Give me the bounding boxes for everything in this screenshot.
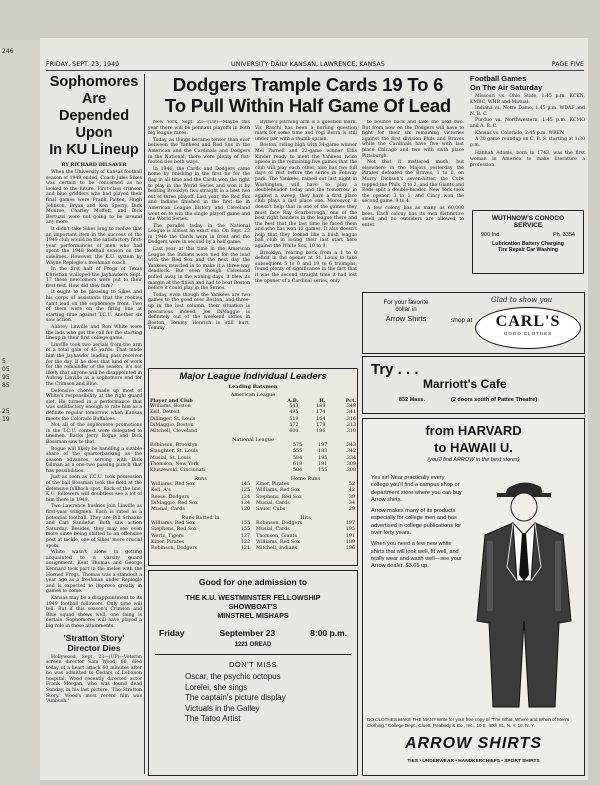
text-cell: Dodgers Trample Cards 19 To 6 xyxy=(172,74,444,95)
text-cell: (you'll find ARROW in the best stores) xyxy=(427,457,520,463)
dodgers-col3 xyxy=(362,120,464,290)
national-batting xyxy=(149,443,357,474)
text-cell: 543 xyxy=(289,404,299,410)
text-cell: Football Games xyxy=(470,74,527,83)
text-cell: GOOD CLOTHES xyxy=(503,331,553,336)
text-cell: Director Dies xyxy=(67,642,121,653)
text-cell: It ought to be pleasing to Sikes and his corps of assistants that the rookies can't lead on the sophomore front. Two of them were on the firing line at starting time against T.C.U. Another six saw action. xyxy=(46,290,142,324)
text-cell: DiMaggio, Boston xyxy=(150,422,194,428)
text-cell: When the University of Kansas football season of 1949 ended, Coach Jules Sikes was certain to be concerned as he looked to the future. First-class crimson and blue gridders who had played their final games were Frank Pattee, Hugh Johnson, Bryan and Ken Sperry, Dick Monroe, Charley Moffett, and Dick Bertuzzi were not going to be around any more. xyxy=(46,170,142,226)
text-cell: Robinson, Dodgers xyxy=(151,546,198,552)
sophomores-body xyxy=(46,170,142,630)
text-cell: National League xyxy=(231,437,274,444)
masthead-page: PAGE FIVE xyxy=(551,61,584,68)
adjacent-page-strip xyxy=(0,40,40,785)
text-cell: White wasn't alone in getting acquainted to a varsity guard assignment. Kent Thomas and George Kennard took part in the melee with the Horned Frogs. Thomas was a standout a year ago as a freshman under Replogle and is expected to improve greatly in games to come. xyxy=(46,550,142,595)
text-cell: Just as soon as T.C.U. took possession of the ball Bossman took the field at the defensive fullback spot. Back of the line, K.U. followers will doubtless see a lot of him there in 1949. xyxy=(46,475,142,503)
text-cell: American League xyxy=(230,392,276,398)
text-cell: 155 xyxy=(240,521,250,527)
text-cell: Sophomores Are xyxy=(49,74,139,107)
text-cell: 39 xyxy=(348,494,355,500)
text-cell: In KU Lineup xyxy=(49,142,139,158)
text-cell: Friday xyxy=(159,628,185,638)
text-cell: 1221 OREAD xyxy=(234,642,272,648)
leaders-table xyxy=(148,368,358,566)
margin-number: 246 xyxy=(2,48,14,55)
margin-number: 5 xyxy=(2,358,6,365)
text-cell: Yes sir! Near practically every college you'll find a campus shop or department store where you can buy Arrow shirts. xyxy=(371,475,462,503)
carls-ad xyxy=(362,292,585,354)
text-cell: .341 xyxy=(345,410,356,416)
text-cell: When you need a few new white shirts that will look well, fit well, and really wear and wash well—see your Arrow dealer. $3.65 up. xyxy=(371,541,462,570)
text-cell: 197 xyxy=(318,443,328,449)
text-cell: .313 xyxy=(345,422,356,428)
text-cell: Two Lawrence huskies join Linville as first-year wingmen. Each is rated as a potential football. They are Bill Schaake and Carl Sandefur. Both saw action Saturday. Besides, they may see even more since being shifted to an offensive post at tackle, one of Sikes' more crucial spots. xyxy=(46,504,142,549)
text-cell: shop at xyxy=(451,317,473,324)
text-cell: Good for one admission to xyxy=(198,577,308,587)
text-cell: Oscar, the psychic octopus xyxy=(185,672,281,681)
text-cell: Sauer, Cubs xyxy=(256,507,286,513)
text-cell: 'Stratton Story' xyxy=(63,632,125,643)
text-cell: Slaughter, St. Louis xyxy=(150,449,198,455)
text-cell: to HAWAII U. xyxy=(434,440,513,455)
text-cell: Hits xyxy=(300,515,311,522)
text-cell: CARL'S xyxy=(495,313,561,330)
text-cell: 145 xyxy=(240,482,250,488)
newspaper-page xyxy=(40,38,588,780)
table-row xyxy=(255,546,356,552)
text-cell: Missouri vs. Ohio State, 1:45 p.m. KCKN, KMBC, WHB and Mutual. xyxy=(470,94,585,105)
text-cell: 195 xyxy=(318,455,328,461)
text-cell: The Tatoo Artist xyxy=(185,714,241,723)
text-cell: On The Air Saturday xyxy=(470,83,543,92)
text-cell: Williams, Boston xyxy=(150,404,191,410)
hits-table xyxy=(255,521,356,552)
text-cell: Kluszewski, Cincinnati xyxy=(150,468,206,474)
text-cell: DO CLOTHES MAKE THE MAN? Write for your free copy of "The What, Where and When of Men's Clothing." College Dept., Cluett, Peabody & Co., Inc., 10 E. 40th St., N. Y. 16, N. Y. xyxy=(367,717,570,728)
text-cell: Thomson, Giants xyxy=(256,533,297,539)
margin-number: 25 xyxy=(2,408,10,415)
text-cell: .334 xyxy=(345,455,356,461)
text-cell: 120 xyxy=(240,507,250,513)
text-cell: Williams, Red Sox xyxy=(151,521,195,527)
text-cell: Musial, Cards xyxy=(256,500,290,506)
margin-number: 85 xyxy=(2,382,10,389)
text-cell: Ph. 3354 xyxy=(552,232,575,238)
arrow-ad xyxy=(362,418,585,776)
text-cell: 155 xyxy=(240,527,250,533)
text-cell: Not all of the sophomore promotions in the T.C.U. contest were delegated to linemen. Backs Jerry Bogue and Dick Bossman saw to that. xyxy=(46,423,142,445)
text-cell: Home Runs xyxy=(290,476,321,483)
text-cell: Tire Repair Car Washing xyxy=(498,247,558,253)
text-cell: Hannah Adams, born in 1743, was the first woman in America to make literature a profession. xyxy=(470,151,585,168)
text-cell: Brooklyn, roaring back from a 1 to 0 deficit in the opener at St. Louis to take subsequent 5 to 0 and 19 to 6 triumphs, found plenty of significance in the fact that it was the second straight time it had lost the opener of a Cardinal series, only xyxy=(255,250,357,284)
text-cell: Stephens, Red Sox xyxy=(256,494,302,500)
text-cell: 121 xyxy=(240,546,250,552)
column-rule xyxy=(144,74,145,774)
text-cell: collar in xyxy=(395,306,417,313)
arrow-logo: ARROW SHIRTS xyxy=(404,735,543,752)
text-cell: For your favorite xyxy=(383,299,429,306)
stratton-headline xyxy=(46,633,142,653)
text-cell: Marriott's Cafe xyxy=(423,377,507,391)
home-runs-table xyxy=(255,482,356,513)
text-cell: 183 xyxy=(318,449,328,455)
dodgers-headline xyxy=(148,74,468,126)
masthead-date: FRIDAY, SEPT. 23, 1949 xyxy=(46,61,120,68)
text-cell: Musial, Cards xyxy=(256,527,290,533)
rbi-table xyxy=(150,521,251,552)
text-cell: 197 xyxy=(345,521,355,527)
text-cell: Defensive chores made up most of White's responsibility at the right guard slot. He turned in a performance that was satisfactory enough to rate him as a definite regular tomorrow when Kansas meets the Colorado Buffaloes. xyxy=(46,388,142,422)
text-cell: 832 Mass. xyxy=(399,397,425,403)
text-cell: Kansas may be a disappointment to its 1949 football followers. Only time will tell. But if this season's Crimson and Blue squad shows well, one thing is certain. Sophomores will have played a big role in those attainments. xyxy=(46,595,142,629)
text-cell: It didn't take Sikes long to realize that an important item in the success of the 1949 club would be the satisfactory first-year performances of men who had spent the 1948 football season on the sidelines. However, the K.U. system by Wayne Replogle's freshman coach. xyxy=(46,226,142,266)
arrow-copy xyxy=(371,475,463,571)
table-row xyxy=(150,546,251,552)
text-cell: 618 xyxy=(292,461,303,467)
text-cell: .310 xyxy=(345,429,356,435)
text-cell: Player and Club xyxy=(150,398,193,404)
text-cell: Williams, Red Sox xyxy=(256,539,300,545)
text-cell: .343 xyxy=(345,443,356,449)
wuthnow-ad xyxy=(472,210,584,274)
text-cell: In 1946, the Cards and Dodgers came home by finishing in the first tie for the flag in all time and the Cards won the right to play in the World Series and won it by beating Brooklyn two straight in a best two out of three playoff. Last year, the Red Sox and Indians finished in the first tie in American League history and Cleveland went on to win the single playoff game and the World Series. xyxy=(148,166,250,223)
text-cell: Bogue will likely be handling a sizable share of the quarterbacking as the season advances, serving with Dick Gilman as a one-two passing punch that has possibilities. xyxy=(46,446,142,474)
text-cell: Lubrication Battery Charging xyxy=(492,241,564,247)
text-cell: Williams, Red Sox xyxy=(151,482,195,488)
text-cell: 495 xyxy=(289,410,299,416)
text-cell: Not that it mattered much, but elsewhere in the Majors yesterday the Pirates defeated the Braves, 1 to 0, on Murry Dickson's seven-hitter, the Cubs topped the Phils, 3 to 2, and the Giants and Reds split a double-header. New York took the opener, 3 to 1, and Cincy won the second game, 9 to 4. xyxy=(362,160,464,205)
text-cell: Lorelei, she sings xyxy=(185,682,248,692)
text-cell: Hollywood, Sept. 23—(UP)—Veteran screen director Sam Wood, 66, died today of a heart attack 60 minutes after he was admitted to Cedars of Lebanon hospital. Wood recently directed actor Frank Morgan, who was found dead Sunday, in his last picture, 'The Stratton Story.' Wood's most recent film was 'Ambush.' xyxy=(46,654,142,705)
text-cell: Stephens, Red Sox xyxy=(151,527,197,533)
text-cell: Williams, Red Sox xyxy=(256,488,300,494)
text-cell: .308 xyxy=(345,468,356,474)
text-cell: 122 xyxy=(240,539,250,545)
text-cell: Musial, Cards xyxy=(151,507,185,513)
masthead-paper: UNIVERSITY DAILY KANSAN, LAWRENCE, KANSAS xyxy=(231,61,385,68)
text-cell: 29 xyxy=(348,507,355,513)
text-cell: Pct. xyxy=(345,398,356,404)
text-cell: (2 doors south of Pattee Theatre) xyxy=(451,397,538,403)
text-cell: A few colony has as many as 60,000 bees. Each colony has its own distinctive smell and no outsiders are allowed to enter. xyxy=(362,205,464,228)
text-cell: Boston, riding high with 34-game winner Mel Parnell and 22-game winner Ellis Kinder ready to meet the Yankees twice apiece in the remaining five games that the club will play each other, also has two full days of rest before the series in Fenway park. The Yankees, rained out last night in Washington, will have to play a doubleheader today and the tomorrow in against a sweep, they have a first place club plays a last place one. Moreover, it doesn't help that in one of the games they must face Ray Scarborough, one of the best right handers in the league there and the best that the last time he faced them and who has won 12 games. It also doesn't help that they looked like a bush league ball club in losing their last start here against the White Sox, 10 to 9. xyxy=(255,143,357,250)
text-cell: DON'T MISS xyxy=(229,660,277,669)
margin-number: 05 xyxy=(2,366,10,373)
text-cell: 575 xyxy=(292,443,303,449)
text-cell: 189 xyxy=(316,404,326,410)
text-cell: September 23 xyxy=(219,628,276,638)
text-cell: Kiner, Pirates xyxy=(256,482,290,488)
text-cell: In the first half of Frogs of Texas Christian walloped the Jayhawkers Sept. 17 these newcomers were put to their first test. How did they fare? xyxy=(46,267,142,289)
text-cell: DiMaggio, Red Sox xyxy=(151,500,198,506)
text-cell: Major League Individual Leaders xyxy=(179,371,327,382)
text-cell: Try . . . xyxy=(371,361,419,378)
text-cell: Musial, St. Louis xyxy=(150,455,191,461)
text-cell: Mitchell, Cleveland xyxy=(150,429,198,435)
stratton-body xyxy=(46,655,142,705)
text-cell: Byrne's pitching arm is a question mark. Vic Raschi has been a hurling question mark for some time and Yogi Berra is still under par with a thumb sprain. xyxy=(255,120,357,142)
text-cell: 42 xyxy=(348,488,355,494)
text-cell: A.B. xyxy=(287,398,299,404)
sophomores-article xyxy=(46,74,142,774)
text-cell: from HARVARD xyxy=(425,423,522,438)
text-cell: 191 xyxy=(345,533,355,539)
text-cell: .309 xyxy=(345,461,356,467)
text-cell: 125 xyxy=(240,488,250,494)
text-cell: 179 xyxy=(316,422,326,428)
text-cell: Kell, A's xyxy=(151,488,171,494)
text-cell: Today, as things became tenser than ever between the Yankees and Red Sox in the American and the Cardinals and Dodgers in the National, there were plenty of flat-footed ties both ways. xyxy=(148,137,250,166)
text-cell: To Pull Within Half Game Of Lead xyxy=(164,95,452,116)
text-cell: Today, even though the Yankees are two games to the good over Boston, and three-up in the lost column, their situation is precarious indeed. Joe DiMaggio is definitely out of the weekend series in Boston, Tommy Henrich is still hurt, Tommy xyxy=(148,292,250,332)
text-cell: 127 xyxy=(240,533,250,539)
runs-table xyxy=(150,482,251,513)
text-cell: 191 xyxy=(318,461,328,467)
text-cell: Linville took two aerials from the arm of a total gain of 45 yards. That made him the Jayhawks' leading pass receiver for the day. If he does that kind of work for the remainder of the season, it's not likely that anyone will be disappointed in Aubrey Linville as a sophomore end for the Crimson and Blue. xyxy=(46,342,142,387)
carls-logo xyxy=(475,307,581,349)
text-cell: Kansas vs. Colorado, 2:45 p.m. WREN xyxy=(475,130,564,136)
text-cell: Kell, Detroit xyxy=(150,410,180,416)
marriott-ad xyxy=(362,356,585,414)
text-cell: Indiana vs. Notre Dame, 1:45 p.m. WDAF and N. B. C. xyxy=(470,106,585,117)
sophomores-headline xyxy=(46,74,142,159)
text-cell: 584 xyxy=(292,455,303,461)
text-cell: 186 xyxy=(316,429,326,435)
text-cell: Aubrey Linville and Ron White were the lads who got the call for the starting lineup in their first college game. xyxy=(46,325,142,342)
text-cell: 572 xyxy=(289,422,299,428)
text-cell: Thomson, New York xyxy=(150,461,199,467)
text-cell: THE K.U. WESTMINSTER FELLOWSHIP xyxy=(185,593,321,602)
text-cell: The parallel today in the National League is almost an exact one. On Sept. 23 in 1946 the Cards were in front and the Dodgers were in second by a half game. xyxy=(148,223,250,246)
westminster-ad xyxy=(148,570,358,776)
text-cell: .316 xyxy=(345,416,356,422)
text-cell: Glad to show you xyxy=(491,296,553,304)
showboat-list xyxy=(149,672,357,725)
text-cell: 195 xyxy=(345,527,355,533)
text-cell: 900 Ind. xyxy=(481,232,501,238)
text-cell: 124 xyxy=(240,494,250,500)
american-batting xyxy=(149,398,357,435)
text-cell: 8:00 p.m. xyxy=(310,628,347,638)
text-cell: Arrow Shirts xyxy=(385,314,427,323)
text-cell: 174 xyxy=(316,410,326,416)
text-cell: Kiner, Pirates xyxy=(151,539,185,545)
text-cell: 124 xyxy=(240,500,250,506)
text-cell: 555 xyxy=(292,449,303,455)
dodgers-col2 xyxy=(255,120,357,366)
text-cell: Robinson, Dodgers xyxy=(256,521,303,527)
text-cell: SERVICE xyxy=(513,222,543,229)
text-cell: Wertz, Tigers xyxy=(151,533,184,539)
text-cell: TIES • UNDERWEAR • HANDKERCHIEFS • SPORT SHIRTS xyxy=(407,759,540,764)
text-cell: New York, Sept. 23—(UP)—Maybe this year there will be pennant playoffs in both big league races. xyxy=(148,120,250,137)
text-cell: Robinson, Brooklyn xyxy=(150,443,198,449)
text-cell: Depended Upon xyxy=(58,108,130,141)
text-cell: 519 xyxy=(289,416,299,422)
text-cell: 189 xyxy=(345,539,355,545)
text-cell: Leading Batsmen xyxy=(228,384,278,390)
text-cell: to bounce back and take the next two. But from now on the Dodgers will have to fight for their six remaining victories against the first division Phils and Braves while the Cardinals have five with last place Chicago and two with sixth place Pittsburgh. xyxy=(362,120,464,159)
text-cell: MINSTREL MISHAPS xyxy=(217,611,289,620)
text-cell: Last year at this time in the American League the Indians were tied for the lead with the Red Sox and the next day the Yankees muscled in to make it a three-way deadlock. But even though Cleveland pulled away in the waning days, it blew its margin at the finish and had to beat Boston before it could play in the Series. xyxy=(148,247,250,292)
dodgers-col1 xyxy=(148,120,250,366)
text-cell: WUTHNOW'S CONOCO xyxy=(491,215,565,222)
byline: BY RICHARD DILSAVER xyxy=(61,162,127,168)
margin-number: 95 xyxy=(2,374,10,381)
text-cell: Runs Batted In xyxy=(181,515,220,522)
text-cell: H. xyxy=(319,398,326,404)
man-in-suit-illustration xyxy=(467,471,579,711)
text-cell: A 30 game roundup on C. B. S. starting at 1:30 p.m. xyxy=(470,137,585,148)
text-cell: Reese, Dodgers xyxy=(151,494,190,500)
text-cell: Arrow makes many of its products especially for college men and has advertised in college publications for over forty years. xyxy=(371,508,462,537)
text-cell: 504 xyxy=(292,468,303,474)
text-cell: Dillinger, St. Louis xyxy=(150,416,196,422)
football-radio xyxy=(470,74,585,214)
text-cell: Runs xyxy=(194,476,207,483)
text-cell: 155 xyxy=(318,468,328,474)
text-cell: The captain's picture display xyxy=(185,693,286,702)
text-cell: Victuals in the Galley xyxy=(185,703,260,713)
text-cell: .342 xyxy=(345,449,356,455)
text-cell: .348 xyxy=(345,404,356,410)
text-cell: 164 xyxy=(316,416,326,422)
masthead xyxy=(46,60,584,71)
text-cell: 600 xyxy=(289,429,299,435)
text-cell: 186 xyxy=(345,546,355,552)
text-cell: Purdue vs. Northwestern, 1:45 p.m. KCMO and A. B. C. xyxy=(470,118,585,129)
margin-number: 19 xyxy=(2,416,10,423)
text-cell: 52 xyxy=(348,482,355,488)
text-cell: SHOWBOAT'S xyxy=(228,602,278,611)
text-cell: 34 xyxy=(348,500,355,506)
text-cell: Mitchell, Indians xyxy=(256,546,298,552)
